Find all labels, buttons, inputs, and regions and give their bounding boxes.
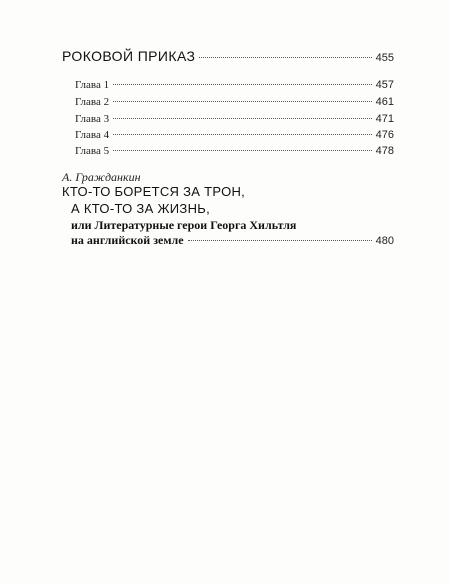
toc-entry-chapter [75, 96, 394, 108]
toc-entry-chapter [75, 113, 394, 125]
dot-leader [113, 150, 372, 151]
essay-title-line-1: КТО-ТО БОРЕТСЯ ЗА ТРОН, [62, 184, 246, 199]
chapter-page-number: 461 [375, 96, 394, 108]
essay-title-line-2: А КТО-ТО ЗА ЖИЗНЬ, [71, 201, 210, 216]
chapter-label: Глава 4 [75, 129, 110, 141]
chapter-label: Глава 1 [75, 79, 110, 91]
dot-leader [113, 118, 372, 119]
dot-leader [199, 57, 371, 58]
toc-entry-chapter [75, 129, 394, 141]
dot-leader [113, 101, 372, 102]
chapter-label: Глава 2 [75, 96, 110, 108]
chapter-page-number: 457 [375, 79, 394, 91]
chapter-page-number: 471 [375, 113, 394, 125]
chapter-page-number: 478 [375, 145, 394, 157]
essay-subtitle-line-1: или Литературные герои Георга Хильтля [71, 218, 297, 232]
essay-page-number: 480 [375, 235, 394, 247]
toc-entry-section [62, 48, 394, 64]
chapter-label: Глава 3 [75, 113, 110, 125]
toc-entry-chapter [75, 145, 394, 157]
toc-entry-chapter [75, 79, 394, 91]
toc-entry-essay-last-line [71, 233, 394, 248]
dot-leader [113, 134, 372, 135]
essay-subtitle-line-2: на английской земле [71, 233, 184, 247]
essay-author: А. Гражданкин [62, 170, 141, 184]
section-title: РОКОВОЙ ПРИКАЗ [62, 48, 196, 64]
chapter-page-number: 476 [375, 129, 394, 141]
chapter-label: Глава 5 [75, 145, 110, 157]
section-page-number: 455 [375, 52, 394, 64]
dot-leader [113, 84, 372, 85]
dot-leader [188, 240, 372, 241]
